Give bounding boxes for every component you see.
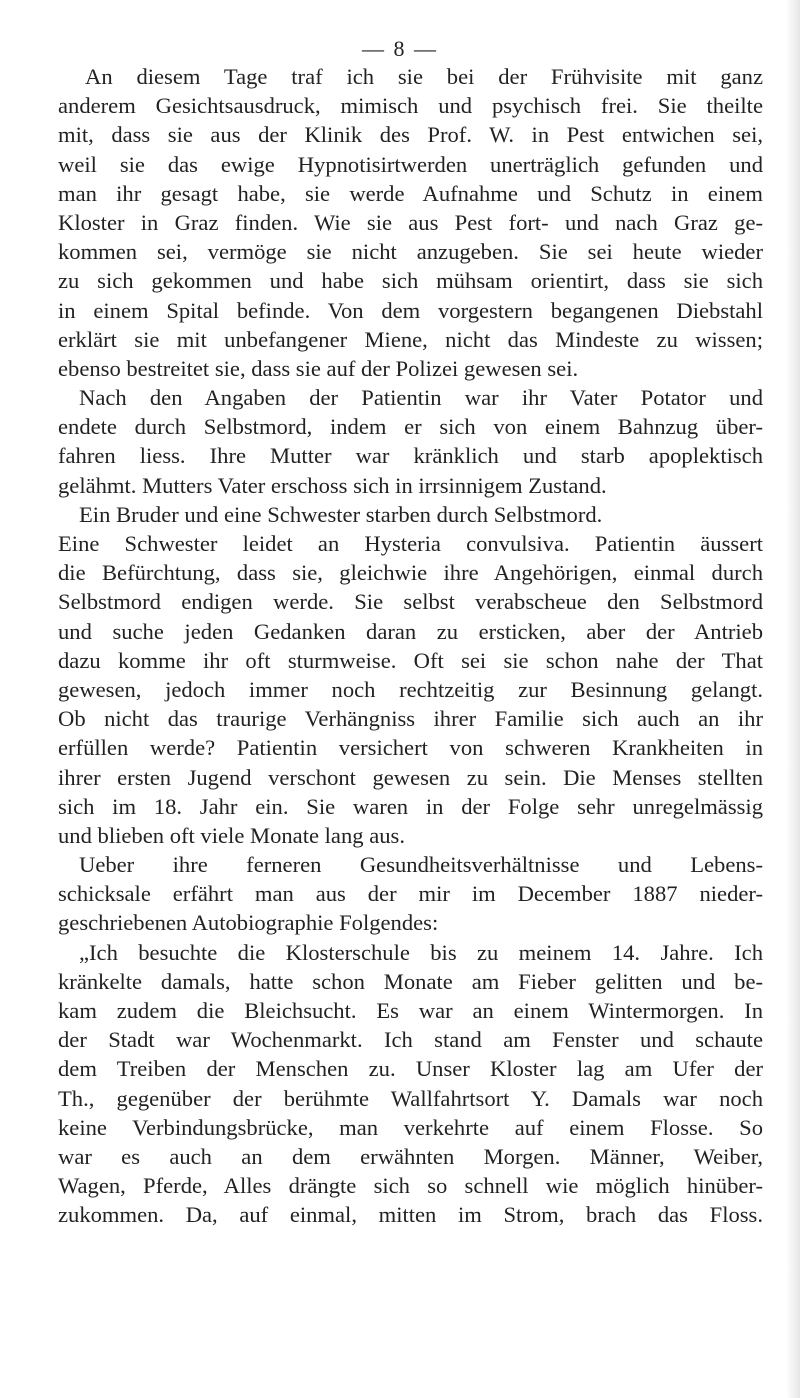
text-line: man ihr gesagt habe, sie werde Aufnahme und Schutz in einem — [58, 180, 763, 206]
text-line: erklärt sie mit unbefangener Miene, nicht das Mindeste zu wissen; — [58, 326, 763, 352]
text-line: Kloster in Graz finden. Wie sie aus Pest fort- und nach Graz ge- — [58, 209, 763, 235]
text-line: kam zudem die Bleichsucht. Es war an einem Wintermorgen. In — [58, 998, 763, 1023]
text-line: weil sie das ewige Hypnotisirtwerden unerträglich gefunden und — [58, 151, 763, 177]
text-line: Nach den Angaben der Patientin war ihr Vater Potator und — [79, 385, 763, 411]
text-line: gelähmt. Mutters Vater erschoss sich in irrsinnigem Zustand. — [58, 472, 607, 498]
text-line: zukommen. Da, auf einmal, mitten im Strom, brach das Floss. — [58, 1202, 763, 1228]
text-line: der Stadt war Wochenmarkt. Ich stand am Fenster und schaute — [58, 1027, 763, 1053]
text-line: schicksale erfährt man aus der mir im December 1887 nieder- — [58, 881, 763, 907]
text-line: und blieben oft viele Monate lang aus. — [58, 822, 405, 848]
text-line: kränkelte damals, hatte schon Monate am Fieber gelitten und be- — [58, 968, 763, 994]
text-line: dazu komme ihr oft sturmweise. Oft sei sie schon nahe der That — [58, 647, 763, 673]
text-line: Ueber ihre ferneren Gesundheitsverhältnisse und Lebens- — [79, 852, 763, 878]
text-line: Ob nicht das traurige Verhängniss ihrer Familie sich auch an ihr — [58, 706, 763, 732]
text-line: zu sich gekommen und habe sich mühsam orientirt, dass sie sich — [58, 268, 763, 294]
page-number: — 8 — — [362, 36, 438, 61]
text-line: Eine Schwester leidet an Hysteria convulsiva. Patientin äussert — [58, 531, 763, 556]
text-line: anderem Gesichtsausdruck, mimisch und psychisch frei. Sie theilte — [58, 93, 763, 119]
text-line: „Ich besuchte die Klosterschule bis zu meinem 14. Jahre. Ich — [79, 939, 763, 965]
text-line: fahren liess. Ihre Mutter war kränklich und starb apoplektisch — [58, 443, 763, 469]
text-line: erfüllen werde? Patientin versichert von schweren Krankheiten in — [58, 735, 763, 761]
text-line: geschriebenen Autobiographie Folgendes: — [58, 910, 439, 936]
text-line: An diesem Tage traf ich sie bei der Frühvisite mit ganz — [85, 64, 763, 89]
text-line: dem Treiben der Menschen zu. Unser Kloster lag am Ufer der — [58, 1056, 763, 1082]
text-line: kommen sei, vermöge sie nicht anzugeben. Sie sei heute wieder — [58, 239, 763, 265]
text-line: Ein Bruder und eine Schwester starben durch Selbstmord. — [79, 501, 603, 527]
text-line: Selbstmord endigen werde. Sie selbst verabscheue den Selbstmord — [58, 589, 763, 615]
text-line: ihrer ersten Jugend verschont gewesen zu sein. Die Menses stellten — [58, 764, 763, 790]
page-edge-shadow — [786, 0, 800, 1398]
text-line: die Befürchtung, dass sie, gleichwie ihre Angehörigen, einmal durch — [58, 560, 763, 586]
text-line: keine Verbindungsbrücke, man verkehrte auf einem Flosse. So — [58, 1114, 763, 1140]
text-line: und suche jeden Gedanken daran zu ersticken, aber der Antrieb — [58, 618, 763, 644]
text-line: ebenso bestreitet sie, dass sie auf der Polizei gewesen sei. — [58, 355, 579, 381]
text-line: gewesen, jedoch immer noch rechtzeitig zur Besinnung gelangt. — [58, 676, 763, 702]
body-text — [58, 62, 763, 1230]
text-line: Th., gegenüber der berühmte Wallfahrtsort Y. Damals war noch — [58, 1085, 763, 1111]
text-line: Wagen, Pferde, Alles drängte sich so schnell wie möglich hinüber- — [58, 1173, 763, 1199]
text-line: in einem Spital befinde. Von dem vorgestern begangenen Diebstahl — [58, 297, 763, 323]
text-line: endete durch Selbstmord, indem er sich von einem Bahnzug über- — [58, 414, 763, 440]
text-line: mit, dass sie aus der Klinik des Prof. W. in Pest entwichen sei, — [58, 122, 763, 148]
text-line: war es auch an dem erwähnten Morgen. Männer, Weiber, — [58, 1143, 763, 1169]
text-line: sich im 18. Jahr ein. Sie waren in der Folge sehr unregelmässig — [58, 793, 763, 819]
